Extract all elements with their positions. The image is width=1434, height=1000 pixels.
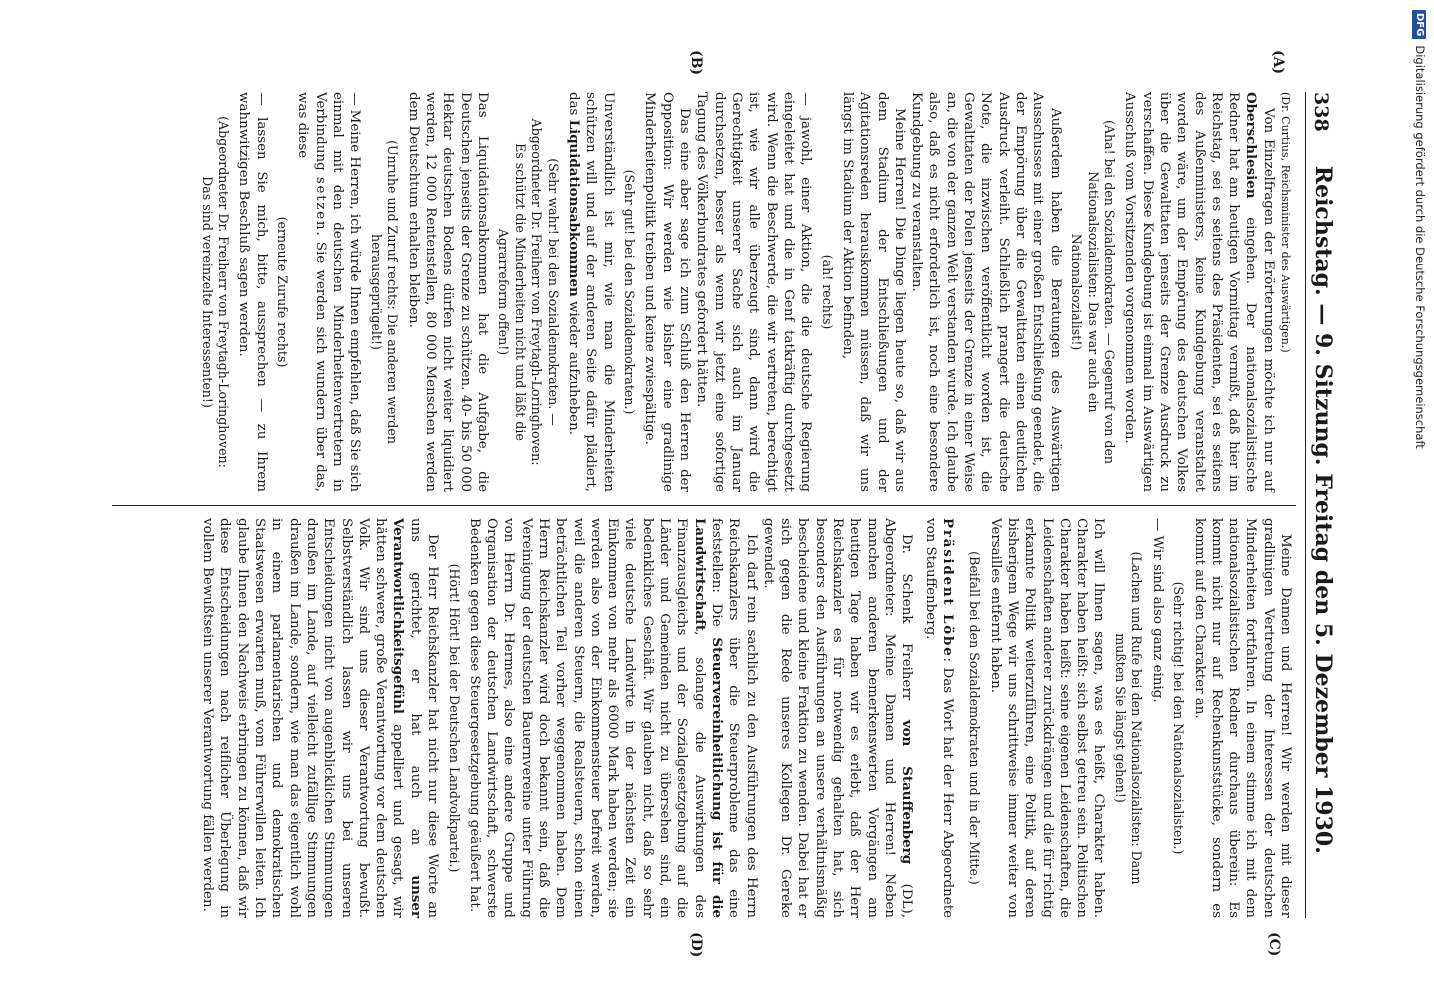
paragraph: Das Liquidationsabkommen hat die Aufgabe, die Deutschen jenseits der Grenze zu schützen. 40- bis 50 000 Hektar deutschen Bodens dürfen nicht weiter liquidiert werden, 12 000 Rentenstellen, 80 000 Menschen werden dem Deutschtum erhalten bleiben. — [405, 92, 490, 492]
interjection: (ah! rechts) — [819, 254, 835, 330]
interjection: (Hört! Hört! bei der Deutschen Landvolkpartei.) — [446, 563, 462, 873]
paragraph: — lassen Sie mich, bitte, aussprechen — zu Ihrem wahnwitzigen Beschluß sagen werden. — [236, 92, 269, 492]
paragraph: — jawohl, einer Aktion, die die deutsche Regierung eingeleitet hat und die in Genf tatkräftig durchgesetzt wird. Wenn die Beschwerde, die wir vertreten, berechtigt ist, wie wir alle überzeugt sind, dann wird die Gerechtigkeit unserer Sache sich auch im Januar durchsetzen, besser als wenn wir jetzt eine sofortige Tagung des Völkerbundrates gefordert hätten. — [694, 92, 814, 492]
text-run: Der Herr Reichskanzler hat nicht nur diese Worte an uns gerichtet, er hat auch an — [407, 518, 441, 918]
paragraph — [760, 518, 916, 918]
emphasis-text: setzen — [312, 176, 328, 232]
digitization-credit — [1409, 10, 1431, 990]
page-title: Reichstag. — 9. Sitzung. Freitag den 5. Dezember 1930. — [1310, 165, 1336, 854]
text-run: eingehen. Der nationalsozialistische Redner hat am heutigen Vormittag vermißt, daß hier im Reichstag, sei es seitens des Präsidenten, sei es seitens des Außenministers, keine Kundgebung veranstaltet worden wäre, um der Empörung des deutschen Volkes über die Gewalttaten jenseits der Grenze Ausdruck zu verschaffen. Diese Kundgebung ist einmal im Auswärtigen Ausschuß vom Vorsitzenden vorgenommen worden. — [1122, 92, 1259, 492]
interjection: (Sehr gut! bei den Sozialdemokraten.) — [622, 169, 638, 415]
interjection: (Aha! bei den Sozialdemokraten. — Gegenruf von den Nationalsozialisten: Das war auch ein Nationalsozialist!) — [1069, 119, 1118, 465]
text-run: : Das Wort hat der Herr Abgeordnete von Stauffenberg. — [922, 518, 955, 918]
paragraph: Ich will Ihnen sagen, was es heißt, Charakter haben. Charakter haben heißt: sich selbst getreu sein. Politischen Charakter haben heißt: seine eigenen Leidenschaften, die Leidenschaften anderer zurückdrängen und die für richtig erkannte Politik weiterzuführen, eine Politik, auf deren bisherigem Wege wir uns schrittweise immer weiter von Versailles entfernt haben. — [987, 518, 1107, 918]
margin-marker-a: (A) — [1270, 50, 1286, 75]
interjection: (Lachen und Rufe bei den Nationalsozialisten: Dann mußten Sie längst gehen!) — [1112, 551, 1145, 885]
margin-marker-b: (B) — [688, 50, 704, 76]
credit-text: Digitalisierung gefördert durch die Deutsche Forschungsgemeinschaft — [1413, 45, 1427, 449]
column-divider — [112, 505, 1296, 506]
emphasis-text: Oberschlesien — [1243, 92, 1260, 199]
interjection: (erneute Zurufe rechts) — [275, 216, 291, 368]
paragraph — [1121, 92, 1277, 492]
credit-line — [1409, 10, 1431, 990]
paragraph: Meine Damen und Herren! Wir werden mit dieser gradlinigen Vertretung der Interessen der deutschen Minderheiten fortfahren. In einem stimme ich mit dem nationalsozialistischen Redner durchaus überein: Es kommt nicht nur auf Rechenkunststücke, sondern es kommt auf den Charakter an. — [1191, 518, 1293, 918]
speaker-label: (Dr. Curtius, Reichsminister des Auswärtigen.) — [1279, 92, 1292, 353]
text-run: Unverständlich ist mir, wie man die Minderheiten schützen will und auf der anderen Seite dafür plädiert, das — [566, 92, 616, 492]
dfg-logo: DFG — [1413, 10, 1427, 39]
paragraph — [294, 92, 363, 492]
text-run: Dr. Schenk Freiherr — [899, 534, 915, 720]
spacer — [956, 518, 962, 918]
interjection: (Sehr wahr! bei den Sozialdemokraten. — Abgeordneter Dr. Freiherr von Freytagh-Loringhoven: Es schützt die Minderheiten nicht und läßt die Agrarreform offen!) — [496, 118, 561, 466]
emphasis-text: unser Verantwortlichkeitsgefühl — [390, 518, 424, 918]
president-name: Präsident Löbe — [939, 518, 956, 658]
president-statement — [921, 518, 956, 918]
emphasis-text: Steuervereinheitlichung ist für die Landwirtschaft — [691, 518, 725, 918]
paragraph: — Wir sind also ganz einig. — [1149, 518, 1165, 703]
page-number: 338 — [1310, 92, 1332, 132]
left-column — [194, 92, 1294, 492]
right-column — [199, 518, 1294, 918]
margin-marker-d: (D) — [688, 932, 704, 958]
text-run: — Meine Herren, ich würde Ihnen empfehlen, daß Sie sich einmal mit den deutschen Minderheitenvertretern in Verbindung — [312, 92, 363, 492]
paragraph: Das eine aber sage ich zum Schluß den Herren der Opposition: Wir werden wie bisher eine gradlinige Minderheitenpolitik treiben und keine zwiespältige. — [642, 92, 693, 492]
interjection: (Abgeordneter Dr. Freiherr von Freytagh-Loringhoven: Das sind vereinzelte Interessenten!) — [199, 116, 232, 468]
text-run: wieder aufzuheben. — [566, 296, 582, 435]
interjection: (Unruhe und Zuruf rechts: Die anderen werden herausgeprügelt!) — [368, 140, 401, 444]
text-run: appelliert und gesagt, wir hätten schwere, große Verantwortung vor dem deutschen Volk. Wir sind uns dieser Verantwortung bewußt. Selbstverständlich lassen wir uns bei unseren Entscheidungen nicht von augenblicklichen Stimmungen draußen im Lande, auf vielleicht zufällige Stimmungen draußen im Lande, sondern, wie man das eigentlich wohl in einem parlamentarischen und demokratischen Staatswesen erwarten muß, vom Führerwillen leiten. Ich glaube Ihnen den Nachweis erbringen zu können, daß wir diese Entscheidungen nach reiflicher Überlegung in vollem Bewußtsein unserer Verantwortung fällen werden. — [200, 518, 406, 918]
margin-marker-c: (C) — [1266, 932, 1282, 957]
page-frame — [104, 50, 1344, 958]
text-run: . Sie werden sich wundern über das, was diese — [295, 92, 328, 492]
paragraph: Meine Herren! Die Dinge liegen heute so, daß wir aus dem Stadium der Entschließungen und der Agitationsreden herauskommen müssen, daß wir uns längst im Stadium der Aktion befinden, — [839, 92, 907, 492]
paragraph — [565, 92, 617, 492]
page-header — [1310, 92, 1344, 918]
text-run: Von Einzelfragen der Erörterungen möchte ich nur auf — [1260, 108, 1276, 492]
paragraph — [199, 518, 441, 918]
paragraph — [466, 518, 760, 918]
interjection: (Sehr richtig! bei den Nationalsozialisten.) — [1171, 581, 1187, 855]
speaker-name: von Stauffenberg — [899, 719, 916, 865]
header-rule — [1305, 92, 1306, 918]
paragraph: Außerdem haben die Beratungen des Auswärtigen Ausschusses mit einer großen Entschließung geendet, die der Empörung über die Gewalttaten einen deutlichen Ausdruck verleiht. Schließlich prangert die deutsche Note, die inzwischen veröffentlicht worden ist, die Gewalttaten der Polen jenseits der Grenze in einer Weise an, die von der ganzen Welt verstanden wurde. Ich glaube also, daß es nicht erforderlich ist, noch eine besondere Kundgebung zu veranstalten. — [909, 92, 1063, 492]
text-run: , solange die Auswirkungen des Finanzausgleichs und der Sozialgesetzgebung auf die Länder und Gemeinden nicht zu übersehen sind, ein bedenkliches Geschäft. Wir glauben nicht, daß so sehr viele deutsche Landwirte in der nächsten Zeit ein Einkommen von mehr als 6000 Mark haben werden; sie werden also von der Einkommensteuer befreit werden, weil die anderen Steuern, die Realsteuern, schon einen beträchtlichen Teil vorher weggenommen haben. Dem Herrn Reichskanzler wird doch bekannt sein, daß die Vereinigung der deutschen Bauernvereine unter Führung von Herrn Dr. Hermes, also eine andere Gruppe und Organisation der deutschen Landwirtschaft, schwerste Bedenken gegen diese Steuergesetzgebung geäußert hat. — [466, 518, 707, 918]
text-run: (DL), Abgeordneter: Meine Damen und Herren! Neben manchen anderen bemerkenswerten Vorgängen am heutigen Tage haben wir es erlebt, daß der Herr Reichskanzler es für notwendig gehalten hat, sich besonders den Ausführungen an unsere verhältnismäßig bescheidene und kleine Fraktion zu wenden. Dabei hat er sich gegen die Rede unseres Kollegen Dr. Gereke gewendet. — [760, 518, 915, 918]
emphasis-text: Liquidationsabkommen — [566, 119, 583, 297]
interjection: (Beifall bei den Sozialdemokraten und in der Mitte.) — [967, 551, 983, 885]
text-run: Ich darf rein sachlich zu den Ausführungen des Herrn Reichskanzlers über die Steuerprobleme das eine feststellen: Die — [708, 518, 759, 918]
